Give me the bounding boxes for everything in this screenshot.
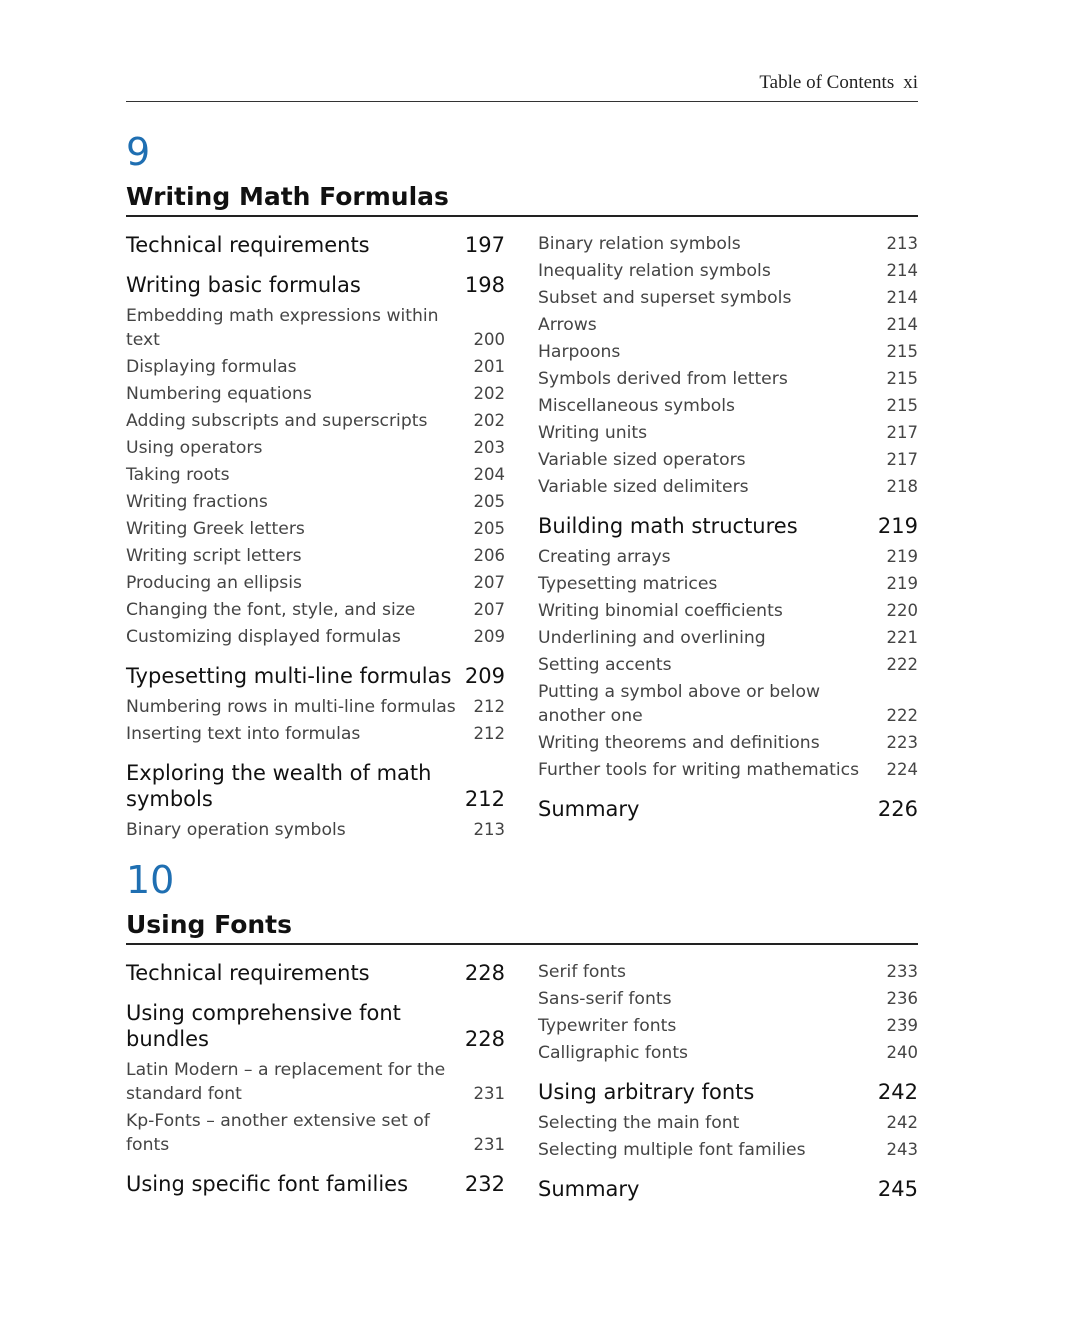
entry-page-number: 205 (473, 518, 505, 538)
running-head-title: Table of Contents (759, 72, 895, 93)
chapter-number: 9 (126, 130, 151, 174)
entry-page-number: 212 (473, 723, 505, 743)
toc-subsection-entry[interactable] (538, 545, 918, 569)
entry-page-number: 214 (886, 314, 918, 334)
chapter-title: Using Fonts (126, 910, 293, 939)
entry-title: Using arbitrary fonts (538, 1079, 755, 1104)
entry-title: Building math structures (538, 513, 798, 538)
entry-title: Variable sized operators (538, 449, 746, 470)
entry-page-number: 228 (464, 1026, 505, 1051)
entry-page-number: 198 (464, 272, 505, 297)
entry-page-number: 226 (877, 796, 918, 821)
toc-subsection-entry[interactable] (126, 490, 505, 514)
entry-title: Serif fonts (538, 961, 626, 982)
entry-title: Arrows (538, 314, 597, 335)
toc-subsection-entry[interactable] (538, 313, 918, 337)
entry-title: Using operators (126, 437, 263, 458)
toc-subsection-entry[interactable] (538, 572, 918, 596)
toc-subsection-entry[interactable] (538, 987, 918, 1011)
toc-section-entry[interactable] (126, 1000, 505, 1052)
entry-title: Harpoons (538, 341, 621, 362)
toc-section-entry[interactable] (538, 1176, 918, 1202)
entry-page-number: 207 (473, 572, 505, 592)
running-head-page: xi (903, 72, 918, 93)
toc-subsection-entry[interactable] (538, 731, 918, 755)
entry-title: Writing basic formulas (126, 272, 361, 297)
toc-subsection-entry[interactable] (126, 1058, 505, 1106)
entry-page-number: 213 (473, 819, 505, 839)
entry-page-number: 215 (886, 368, 918, 388)
toc-subsection-entry[interactable] (126, 517, 505, 541)
entry-page-number: 207 (473, 599, 505, 619)
entry-page-number: 222 (886, 705, 918, 725)
entry-page-number: 202 (473, 383, 505, 403)
entry-page-number: 231 (473, 1083, 505, 1103)
toc-section-entry[interactable] (126, 663, 505, 689)
entry-title: Summary (538, 1176, 640, 1201)
entry-page-number: 200 (473, 329, 505, 349)
toc-subsection-entry[interactable] (538, 1041, 918, 1065)
toc-subsection-entry[interactable] (538, 680, 918, 728)
toc-section-entry[interactable] (538, 513, 918, 539)
entry-title: Writing theorems and definitions (538, 732, 820, 753)
running-head (759, 72, 918, 94)
toc-subsection-entry[interactable] (126, 722, 505, 746)
entry-title: Numbering rows in multi-line formulas (126, 696, 456, 717)
entry-title: Exploring the wealth of math symbols (126, 760, 432, 811)
entry-title: Writing fractions (126, 491, 268, 512)
entry-title: Selecting the main font (538, 1112, 740, 1133)
entry-title: Technical requirements (126, 960, 370, 985)
entry-title: Adding subscripts and superscripts (126, 410, 428, 431)
entry-title: Writing script letters (126, 545, 302, 566)
toc-subsection-entry[interactable] (538, 1111, 918, 1135)
entry-page-number: 242 (886, 1112, 918, 1132)
toc-subsection-entry[interactable] (538, 960, 918, 984)
entry-title: Putting a symbol above or below another one (538, 681, 821, 726)
toc-subsection-entry[interactable] (538, 394, 918, 418)
toc-subsection-entry[interactable] (126, 382, 505, 406)
entry-page-number: 245 (877, 1176, 918, 1201)
entry-page-number: 209 (473, 626, 505, 646)
toc-subsection-entry[interactable] (126, 409, 505, 433)
toc-subsection-entry[interactable] (126, 598, 505, 622)
entry-title: Technical requirements (126, 232, 370, 257)
entry-page-number: 201 (473, 356, 505, 376)
toc-subsection-entry[interactable] (126, 355, 505, 379)
chapter-number: 10 (126, 858, 175, 902)
entry-page-number: 215 (886, 341, 918, 361)
chapter-9-right-column (538, 232, 918, 828)
toc-subsection-entry[interactable] (538, 626, 918, 650)
toc-subsection-entry[interactable] (126, 818, 505, 842)
toc-subsection-entry[interactable] (538, 448, 918, 472)
toc-subsection-entry[interactable] (538, 421, 918, 445)
toc-subsection-entry[interactable] (538, 367, 918, 391)
entry-title: Typesetting matrices (538, 573, 718, 594)
entry-page-number: 212 (464, 786, 505, 811)
entry-page-number: 209 (464, 663, 505, 688)
entry-title: Subset and superset symbols (538, 287, 792, 308)
entry-title: Underlining and overlining (538, 627, 766, 648)
chapter-rule (126, 215, 918, 217)
entry-title: Using specific font families (126, 1171, 409, 1196)
entry-title: Writing binomial coefficients (538, 600, 783, 621)
toc-subsection-entry[interactable] (538, 475, 918, 499)
entry-title: Taking roots (126, 464, 230, 485)
toc-subsection-entry[interactable] (538, 1014, 918, 1038)
entry-page-number: 243 (886, 1139, 918, 1159)
entry-title: Selecting multiple font families (538, 1139, 806, 1160)
toc-subsection-entry[interactable] (126, 463, 505, 487)
toc-subsection-entry[interactable] (126, 304, 505, 352)
chapter-title: Writing Math Formulas (126, 182, 449, 211)
entry-page-number: 228 (464, 960, 505, 985)
toc-section-entry[interactable] (126, 1171, 505, 1197)
entry-title: Inserting text into formulas (126, 723, 361, 744)
entry-page-number: 221 (886, 627, 918, 647)
toc-section-entry[interactable] (126, 232, 505, 258)
toc-subsection-entry[interactable] (538, 758, 918, 782)
entry-title: Producing an ellipsis (126, 572, 302, 593)
entry-page-number: 231 (473, 1134, 505, 1154)
chapter-10-left-column (126, 960, 505, 1203)
entry-page-number: 217 (886, 422, 918, 442)
entry-title: Typewriter fonts (538, 1015, 677, 1036)
entry-page-number: 222 (886, 654, 918, 674)
toc-subsection-entry[interactable] (126, 544, 505, 568)
toc-subsection-entry[interactable] (538, 340, 918, 364)
toc-subsection-entry[interactable] (538, 232, 918, 256)
entry-page-number: 223 (886, 732, 918, 752)
entry-page-number: 219 (886, 573, 918, 593)
toc-subsection-entry[interactable] (126, 695, 505, 719)
entry-page-number: 206 (473, 545, 505, 565)
toc-section-entry[interactable] (126, 960, 505, 986)
entry-title: Writing units (538, 422, 648, 443)
entry-title: Embedding math expressions within text (126, 305, 439, 350)
toc-subsection-entry[interactable] (126, 1109, 505, 1157)
entry-page-number: 220 (886, 600, 918, 620)
entry-title: Changing the font, style, and size (126, 599, 416, 620)
entry-page-number: 239 (886, 1015, 918, 1035)
entry-page-number: 219 (886, 546, 918, 566)
entry-page-number: 218 (886, 476, 918, 496)
entry-page-number: 203 (473, 437, 505, 457)
entry-page-number: 197 (464, 232, 505, 257)
entry-title: Creating arrays (538, 546, 671, 567)
entry-page-number: 217 (886, 449, 918, 469)
entry-page-number: 204 (473, 464, 505, 484)
chapter-9 (126, 130, 918, 840)
toc-subsection-entry[interactable] (538, 286, 918, 310)
entry-page-number: 205 (473, 491, 505, 511)
toc-section-entry[interactable] (126, 272, 505, 298)
toc-subsection-entry[interactable] (126, 625, 505, 649)
chapter-10-right-column (538, 960, 918, 1208)
entry-page-number: 214 (886, 260, 918, 280)
entry-page-number: 240 (886, 1042, 918, 1062)
entry-title: Summary (538, 796, 640, 821)
entry-page-number: 236 (886, 988, 918, 1008)
toc-section-entry[interactable] (538, 796, 918, 822)
toc-subsection-entry[interactable] (126, 571, 505, 595)
toc-subsection-entry[interactable] (538, 653, 918, 677)
entry-page-number: 242 (877, 1079, 918, 1104)
entry-title: Typesetting multi-line formulas (126, 663, 452, 688)
entry-title: Binary relation symbols (538, 233, 741, 254)
entry-title: Binary operation symbols (126, 819, 346, 840)
entry-page-number: 212 (473, 696, 505, 716)
entry-title: Variable sized delimiters (538, 476, 749, 497)
entry-title: Using comprehensive font bundles (126, 1000, 401, 1051)
entry-title: Inequality relation symbols (538, 260, 771, 281)
entry-title: Miscellaneous symbols (538, 395, 735, 416)
entry-title: Sans-serif fonts (538, 988, 672, 1009)
entry-title: Customizing displayed formulas (126, 626, 401, 647)
entry-page-number: 202 (473, 410, 505, 430)
toc-subsection-entry[interactable] (538, 599, 918, 623)
entry-title: Further tools for writing mathematics (538, 759, 860, 780)
entry-title: Setting accents (538, 654, 672, 675)
header-rule (126, 101, 918, 102)
entry-page-number: 213 (886, 233, 918, 253)
entry-title: Displaying formulas (126, 356, 297, 377)
toc-section-entry[interactable] (538, 1079, 918, 1105)
toc-subsection-entry[interactable] (538, 259, 918, 283)
entry-title: Numbering equations (126, 383, 312, 404)
entry-title: Kp-Fonts – another extensive set of fonts (126, 1110, 430, 1155)
entry-page-number: 233 (886, 961, 918, 981)
entry-title: Writing Greek letters (126, 518, 305, 539)
entry-page-number: 232 (464, 1171, 505, 1196)
entry-page-number: 219 (877, 513, 918, 538)
chapter-rule (126, 943, 918, 945)
entry-page-number: 224 (886, 759, 918, 779)
toc-subsection-entry[interactable] (126, 436, 505, 460)
toc-section-entry[interactable] (126, 760, 505, 812)
chapter-9-left-column (126, 232, 505, 845)
entry-title: Calligraphic fonts (538, 1042, 689, 1063)
entry-page-number: 214 (886, 287, 918, 307)
entry-title: Symbols derived from letters (538, 368, 788, 389)
chapter-10 (126, 858, 918, 1201)
entry-page-number: 215 (886, 395, 918, 415)
toc-subsection-entry[interactable] (538, 1138, 918, 1162)
entry-title: Latin Modern – a replacement for the standard font (126, 1059, 446, 1104)
